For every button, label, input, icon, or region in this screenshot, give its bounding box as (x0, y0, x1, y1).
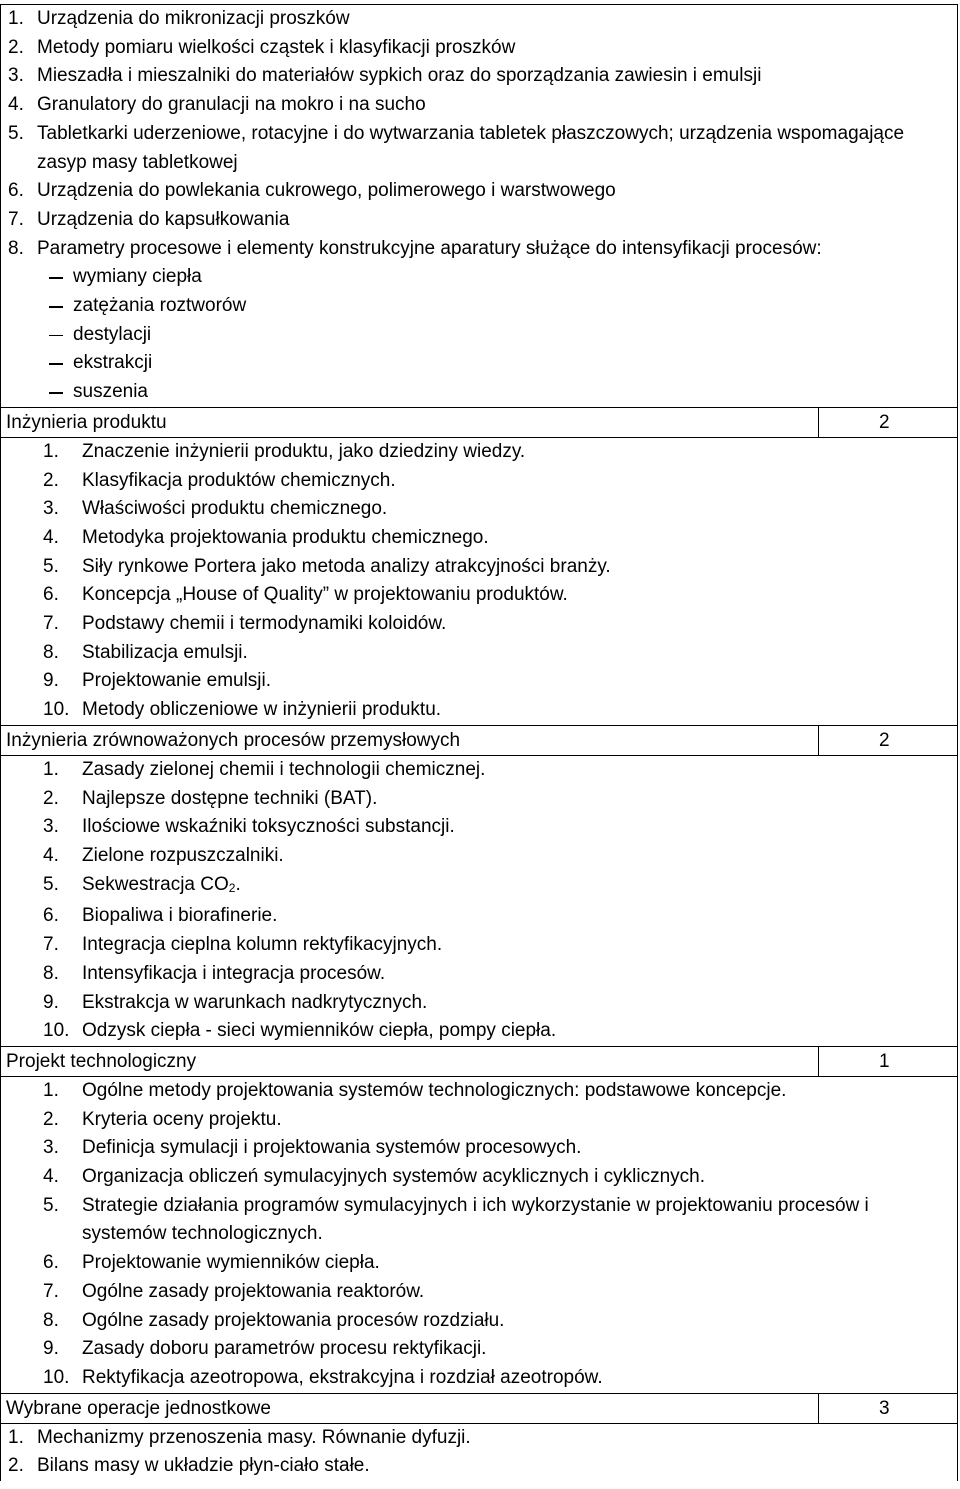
section-inzynieria-produktu (1, 408, 957, 726)
section-title: Inżynieria produktu (1, 408, 819, 437)
list-item: 2. Metody pomiaru wielkości cząstek i klasyfikacji proszków (8, 36, 516, 58)
dash-bullet-icon (49, 321, 73, 350)
list-item: 4. Zielone rozpuszczalniki. (43, 844, 284, 866)
section-list (1, 1077, 957, 1393)
section-inzynieria-zrownowazonych-procesow (1, 726, 957, 1047)
section-credits: 3 (879, 1397, 890, 1419)
list-item: 10. Rektyfikacja azeotropowa, ekstrakcyjna i rozdział azeotropów. (43, 1366, 603, 1388)
list-item: 1. Znaczenie inżynierii produktu, jako dziedziny wiedzy. (43, 440, 526, 462)
section-credits: 2 (879, 729, 890, 751)
top-list (1, 5, 957, 263)
section-header (1, 408, 957, 438)
section-credits: 1 (879, 1050, 890, 1072)
list-item: 5. Strategie działania programów symulacyjnych i ich wykorzystanie w projektowaniu procesów i systemów technologicznych. (43, 1194, 869, 1245)
dash-list-item: zatężania roztworów (1, 292, 957, 321)
dash-bullet-icon (49, 378, 73, 407)
list-item: 9. Zasady doboru parametrów procesu rektyfikacji. (43, 1338, 487, 1360)
list-item: 10. Odzysk ciepła - sieci wymienników ciepła, pompy ciepła. (43, 1020, 557, 1042)
list-item: 7. Urządzenia do kapsułkowania (8, 208, 290, 230)
list-item: 6. Projektowanie wymienników ciepła. (43, 1252, 380, 1274)
list-item: 6. Biopaliwa i biorafinerie. (43, 905, 278, 927)
dash-bullet-icon (49, 349, 73, 378)
list-item: 7. Podstawy chemii i termodynamiki koloidów. (43, 613, 447, 635)
section-header (1, 1047, 957, 1077)
dash-bullet-icon (49, 263, 73, 292)
top-block (1, 5, 957, 408)
section-title: Inżynieria zrównoważonych procesów przemysłowych (1, 726, 819, 755)
section-list (1, 438, 957, 725)
section-credits: 2 (879, 411, 890, 433)
list-item: 9. Projektowanie emulsji. (43, 670, 272, 692)
section-title: Projekt technologiczny (1, 1047, 819, 1076)
list-item: 3. Właściwości produktu chemicznego. (43, 498, 388, 520)
section-title: Wybrane operacje jednostkowe (1, 1394, 819, 1423)
list-item: 10. Metody obliczeniowe w inżynierii produktu. (43, 699, 442, 721)
section-header (1, 726, 957, 756)
list-item: 8. Intensyfikacja i integracja procesów. (43, 962, 386, 984)
section-wybrane-operacje-jednostkowe (1, 1394, 957, 1481)
dash-list-item: ekstrakcji (1, 349, 957, 378)
list-item: 1. Urządzenia do mikronizacji proszków (8, 8, 350, 29)
list-item: 2. Klasyfikacja produktów chemicznych. (43, 469, 396, 491)
list-item: 7. Ogólne zasady projektowania reaktorów. (43, 1280, 425, 1302)
dash-list-item: suszenia (1, 378, 957, 407)
list-item: 8. Ogólne zasady projektowania procesów rozdziału. (43, 1309, 505, 1331)
list-item: 9. Ekstrakcja w warunkach nadkrytycznych. (43, 991, 428, 1013)
list-item: 5. Sekwestracja $CO_2$. (43, 873, 241, 895)
section-projekt-technologiczny (1, 1047, 957, 1394)
list-item: 1. Mechanizmy przenoszenia masy. Równanie dyfuzji. (8, 1426, 471, 1448)
section-list (1, 1424, 957, 1481)
list-item: 6. Koncepcja „House of Quality” w projektowaniu produktów. (43, 584, 568, 606)
list-item: 8. Parametry procesowe i elementy konstrukcyjne aparatury służące do intensyfikacji procesów: (8, 237, 822, 259)
list-item: 4. Organizacja obliczeń symulacyjnych systemów acyklicznych i cyklicznych. (43, 1166, 705, 1188)
syllabus-document (0, 4, 958, 1481)
dash-sub-list (1, 263, 957, 407)
list-item: 3. Mieszadła i mieszalniki do materiałów sypkich oraz do sporządzania zawiesin i emulsji (8, 65, 762, 87)
list-item: 8. Stabilizacja emulsji. (43, 641, 248, 663)
list-item: 6. Urządzenia do powlekania cukrowego, polimerowego i warstwowego (8, 180, 616, 202)
section-header (1, 1394, 957, 1424)
dash-bullet-icon (49, 292, 73, 321)
list-item: 4. Metodyka projektowania produktu chemicznego. (43, 526, 489, 548)
list-item: 5. Siły rynkowe Portera jako metoda analizy atrakcyjności branży. (43, 555, 611, 577)
list-item: 2. Kryteria oceny projektu. (43, 1108, 282, 1130)
list-item: 2. Bilans masy w układzie płyn-ciało stałe. (8, 1455, 370, 1477)
dash-list-item: destylacji (1, 321, 957, 350)
list-item: 2. Najlepsze dostępne techniki (BAT). (43, 787, 378, 809)
dash-list-item: wymiany ciepła (1, 263, 957, 292)
list-item: 5. Tabletkarki uderzeniowe, rotacyjne i do wytwarzania tabletek płaszczowych; urządzenia wspomagające zasyp masy tabletkowej (8, 122, 905, 173)
list-item: 3. Definicja symulacji i projektowania systemów procesowych. (43, 1137, 582, 1159)
section-list (1, 756, 957, 1046)
list-item: 3. Ilościowe wskaźniki toksyczności substancji. (43, 816, 455, 838)
list-item: 7. Integracja cieplna kolumn rektyfikacyjnych. (43, 934, 443, 956)
list-item: 1. Zasady zielonej chemii i technologii chemicznej. (43, 758, 486, 780)
list-item: 1. Ogólne metody projektowania systemów technologicznych: podstawowe koncepcje. (43, 1079, 787, 1101)
list-item: 4. Granulatory do granulacji na mokro i na sucho (8, 94, 426, 116)
